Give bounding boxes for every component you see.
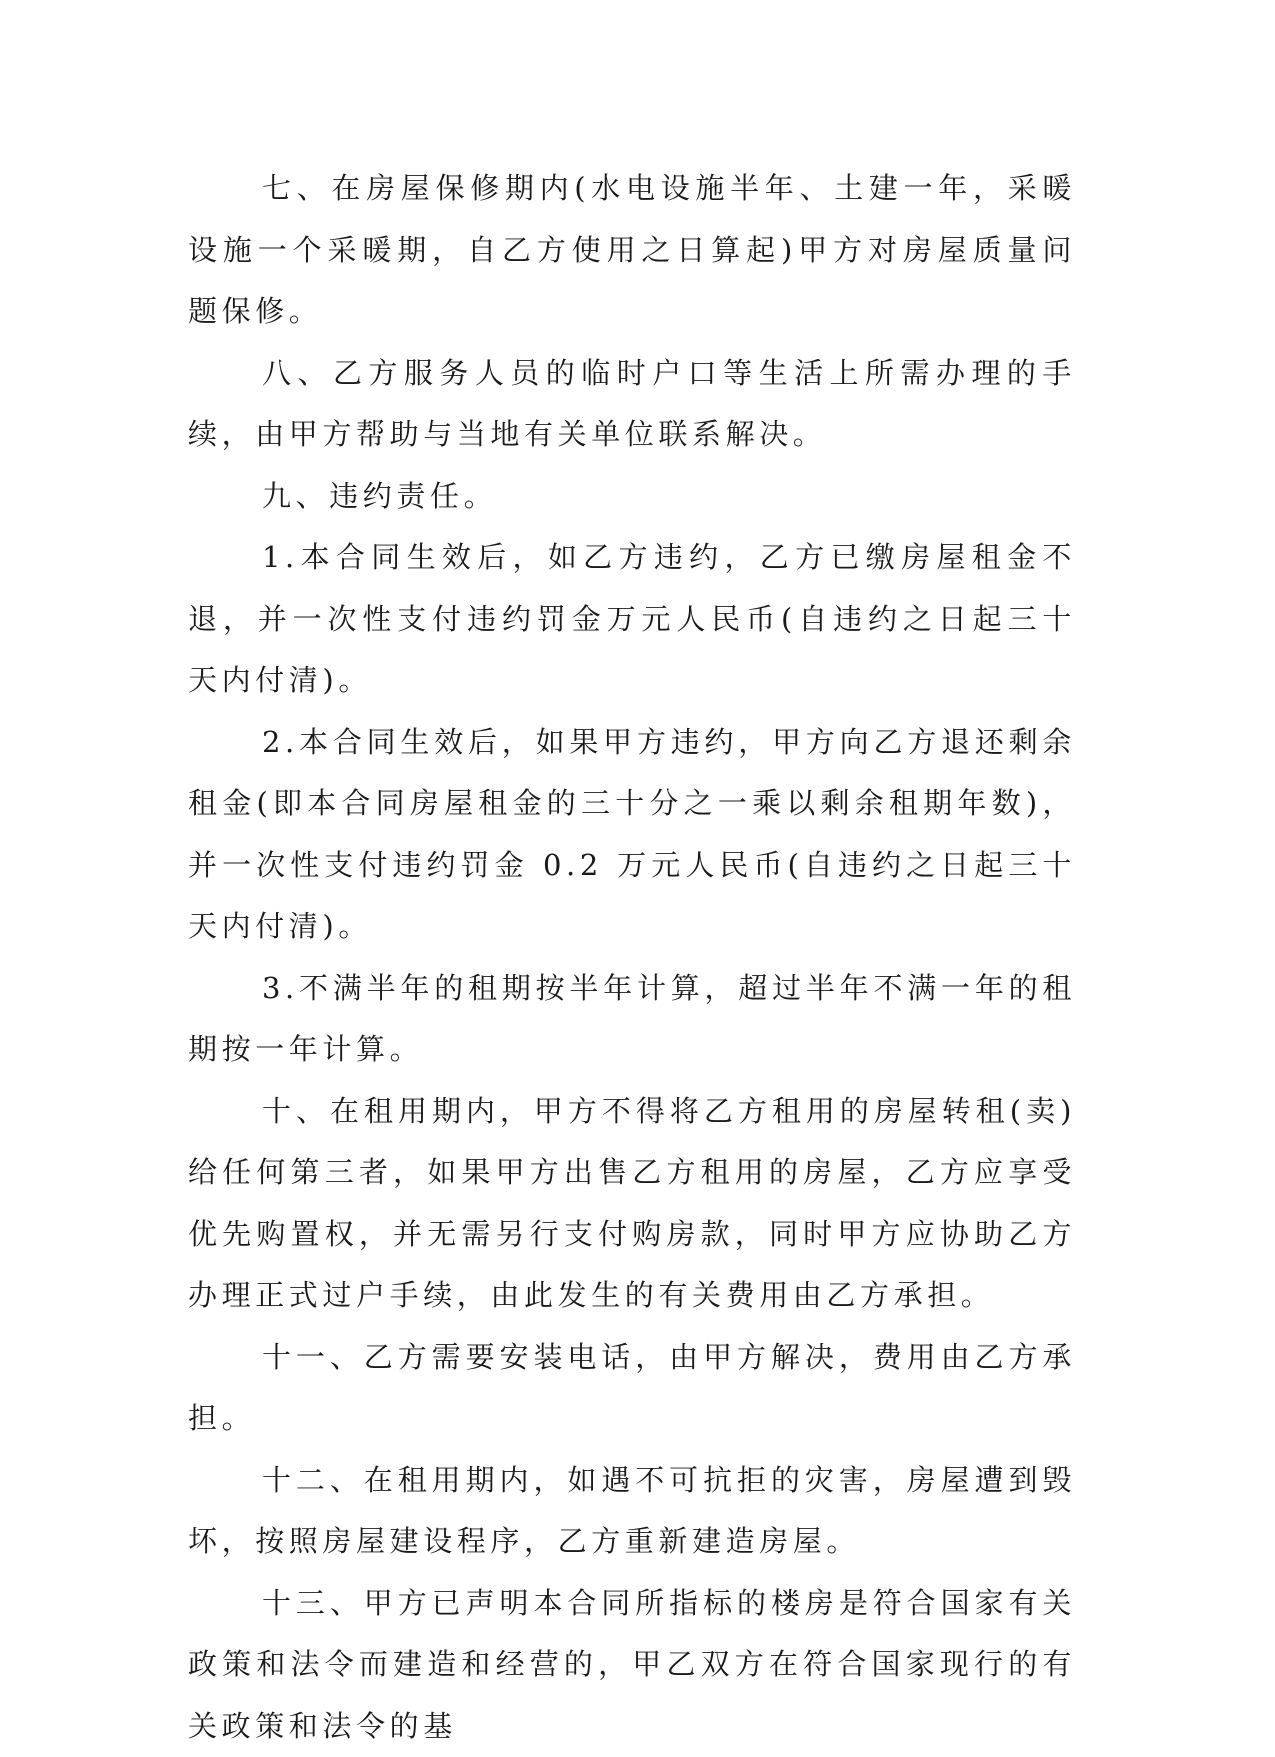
document-body bbox=[188, 158, 1076, 1757]
clause-8-paragraph: 八、乙方服务人员的临时户口等生活上所需办理的手续，由甲方帮助与当地有关单位联系解决。 bbox=[188, 343, 1076, 466]
clause-9-item-1: 1.本合同生效后，如乙方违约，乙方已缴房屋租金不退，并一次性支付违约罚金万元人民币(自违约之日起三十天内付清)。 bbox=[188, 527, 1076, 712]
clause-12-paragraph: 十二、在租用期内，如遇不可抗拒的灾害，房屋遭到毁坏，按照房屋建设程序，乙方重新建造房屋。 bbox=[188, 1450, 1076, 1573]
clause-10-paragraph: 十、在租用期内，甲方不得将乙方租用的房屋转租(卖)给任何第三者，如果甲方出售乙方租用的房屋，乙方应享受优先购置权，并无需另行支付购房款，同时甲方应协助乙方办理正式过户手续，由此发生的有关费用由乙方承担。 bbox=[188, 1081, 1076, 1327]
clause-7-paragraph: 七、在房屋保修期内(水电设施半年、土建一年，采暖设施一个采暖期，自乙方使用之日算起)甲方对房屋质量问题保修。 bbox=[188, 158, 1076, 343]
clause-9-item-3: 3.不满半年的租期按半年计算，超过半年不满一年的租期按一年计算。 bbox=[188, 958, 1076, 1081]
clause-9-item-2: 2.本合同生效后，如果甲方违约，甲方向乙方退还剩余租金(即本合同房屋租金的三十分之一乘以剩余租期年数)，并一次性支付违约罚金 0.2 万元人民币(自违约之日起三十天内付清)。 bbox=[188, 712, 1076, 958]
clause-9-heading: 九、违约责任。 bbox=[188, 466, 1076, 528]
clause-11-paragraph: 十一、乙方需要安装电话，由甲方解决，费用由乙方承担。 bbox=[188, 1327, 1076, 1450]
clause-13-paragraph: 十三、甲方已声明本合同所指标的楼房是符合国家有关政策和法令而建造和经营的，甲乙双方在符合国家现行的有关政策和法令的基 bbox=[188, 1573, 1076, 1757]
